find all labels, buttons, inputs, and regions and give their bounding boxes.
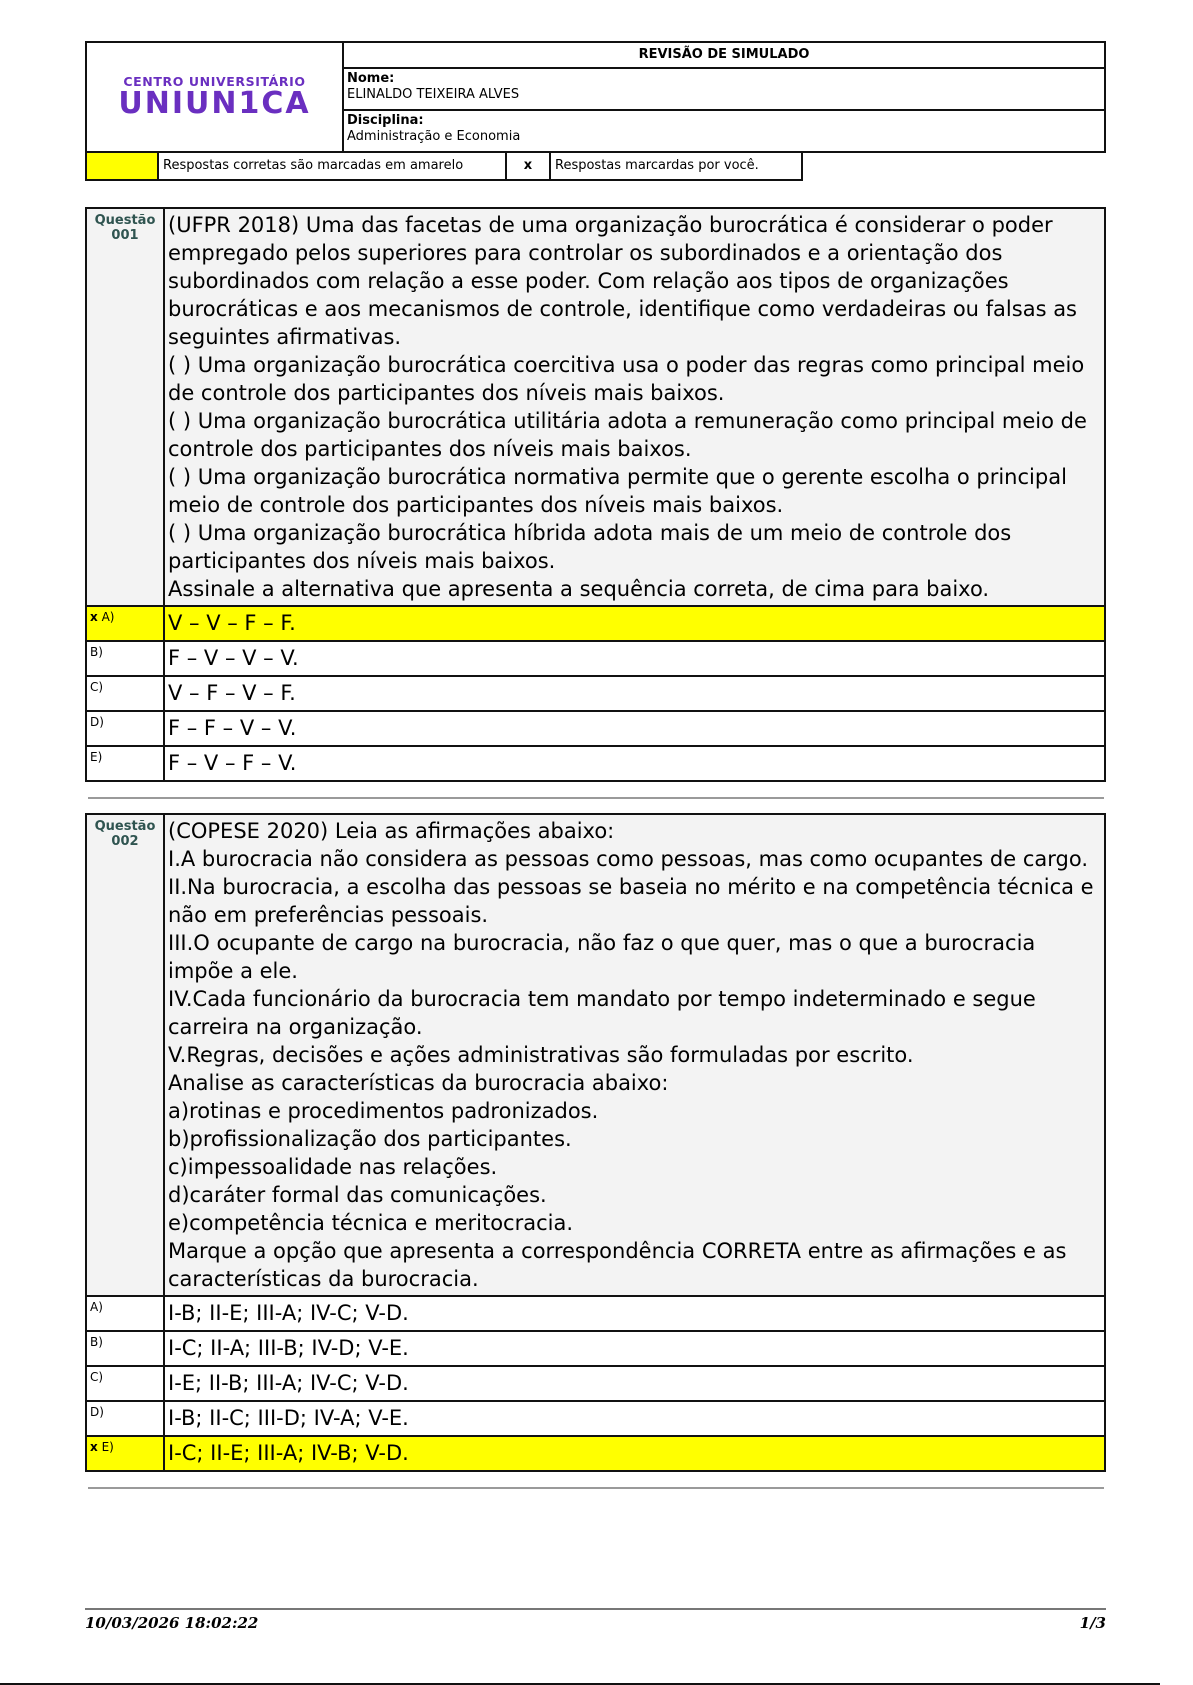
option-letter-text: B) [90,1335,103,1349]
option-a[interactable] [87,605,1104,640]
stem-paragraph: I.A burocracia não considera as pessoas como pessoas, mas como ocupantes de cargo. [168,847,1089,871]
stem-paragraph: ( ) Uma organização burocrática utilitária adota a remuneração como principal meio de controle dos participantes dos níveis mais baixos. [168,409,1087,461]
institution-logo [87,43,344,151]
option-c[interactable] [87,1365,1104,1400]
logo-subtitle: CENTRO UNIVERSITÁRIO [123,74,306,89]
stem-paragraph: ( ) Uma organização burocrática coercitiva usa o poder das regras como principal meio de controle dos participantes dos níveis mais baixos. [168,353,1085,405]
option-c[interactable] [87,675,1104,710]
option-d[interactable] [87,1400,1104,1435]
option-text: F – F – V – V. [168,716,297,740]
option-letter [87,1297,165,1330]
option-letter [87,1332,165,1365]
stem-paragraph: (UFPR 2018) Uma das facetas de uma organização burocrática é considerar o poder empregado pelos superiores para controlar os subordinados e a orientação dos subordinados com relação a esse poder. Com relação aos tipos de organizações burocráticas e aos mecanismos de controle, identifique como verdadeiras ou falsas as seguintes afirmativas. [168,213,1077,349]
stem-paragraph: d)caráter formal das comunicações. [168,1183,547,1207]
question-number [87,815,165,1295]
option-letter-text: E) [90,750,103,764]
stem-paragraph: e)competência técnica e meritocracia. [168,1211,574,1235]
option-letter-text: C) [90,1370,104,1384]
option-letter-text: D) [90,1405,104,1419]
option-b[interactable] [87,1330,1104,1365]
stem-paragraph: c)impessoalidade nas relações. [168,1155,498,1179]
option-letter [87,677,165,710]
option-text: V – F – V – F. [168,681,296,705]
logo-wordmark: UNIUN1CA [118,86,311,121]
marked-indicator: x [90,1440,98,1454]
footer-divider [85,1608,1106,1610]
print-timestamp: 10/03/2026 18:02:22 [85,1614,259,1632]
question-stem [87,815,1104,1295]
question-002 [85,813,1106,1472]
legend-correct-text: Respostas corretas são marcadas em amarelo [159,153,507,179]
option-letter [87,712,165,745]
page-number: 1/3 [1079,1614,1106,1632]
option-letter [87,1367,165,1400]
option-text: F – V – F – V. [168,751,297,775]
option-e[interactable] [87,1435,1104,1470]
name-value: ELINALDO TEIXEIRA ALVES [347,87,520,102]
stem-paragraph: IV.Cada funcionário da burocracia tem mandato por tempo indeterminado e segue carreira na organização. [168,987,1036,1039]
option-letter [87,642,165,675]
stem-paragraph: Analise as características da burocracia abaixo: [168,1071,669,1095]
legend-marked-symbol: x [507,153,551,179]
option-text: I-B; II-E; III-A; IV-C; V-D. [168,1301,409,1325]
stem-paragraph: b)profissionalização dos participantes. [168,1127,572,1151]
stem-paragraph: Assinale a alternativa que apresenta a sequência correta, de cima para baixo. [168,577,990,601]
student-name-field [344,69,1104,109]
stem-paragraph: Marque a opção que apresenta a correspondência CORRETA entre as afirmações e as características da burocracia. [168,1239,1067,1291]
header-info [344,43,1104,151]
option-letter [87,747,165,780]
option-b[interactable] [87,640,1104,675]
option-e[interactable] [87,745,1104,780]
answer-legend [85,153,803,181]
option-text: I-E; II-B; III-A; IV-C; V-D. [168,1371,409,1395]
option-letter-text: B) [90,645,103,659]
stem-paragraph: II.Na burocracia, a escolha das pessoas se baseia no mérito e na competência técnica e não em preferências pessoais. [168,875,1094,927]
option-a[interactable] [87,1295,1104,1330]
stem-paragraph: III.O ocupante de cargo na burocracia, não faz o que quer, mas o que a burocracia impõe a ele. [168,931,1036,983]
stem-paragraph: ( ) Uma organização burocrática normativa permite que o gerente escolha o principal meio de controle dos participantes dos níveis mais baixos. [168,465,1067,517]
correct-color-swatch [87,153,159,179]
option-letter [87,1402,165,1435]
option-letter-text: A) [90,1300,103,1314]
question-label: Questão [94,819,156,834]
question-text [165,815,1104,1295]
option-letter-text: E) [101,1440,114,1454]
option-letter [87,1437,165,1470]
question-001 [85,207,1106,782]
question-separator [88,797,1104,799]
question-stem [87,209,1104,605]
option-d[interactable] [87,710,1104,745]
stem-paragraph: ( ) Uma organização burocrática híbrida adota mais de um meio de controle dos participantes dos níveis mais baixos. [168,521,1012,573]
name-label: Nome: [347,71,395,86]
legend-marked-text: Respostas marcardas por você. [555,158,759,173]
option-text: I-B; II-C; III-D; IV-A; V-E. [168,1406,409,1430]
question-text [165,209,1104,605]
option-letter-text: A) [101,610,115,624]
stem-paragraph: (COPESE 2020) Leia as afirmações abaixo: [168,819,615,843]
option-letter [87,607,165,640]
marked-indicator: x [90,610,98,624]
question-number-value: 001 [111,228,139,243]
stem-paragraph: V.Regras, decisões e ações administrativas são formuladas por escrito. [168,1043,914,1067]
option-text: V – V – F – F. [168,611,296,635]
option-letter-text: D) [90,715,104,729]
question-number-value: 002 [111,834,139,849]
option-letter-text: C) [90,680,104,694]
option-text: I-C; II-E; III-A; IV-B; V-D. [168,1441,409,1465]
question-separator [88,1487,1104,1489]
discipline-value: Administração e Economia [347,129,521,144]
document-header [85,41,1106,153]
question-number [87,209,165,605]
discipline-field [344,109,1104,151]
option-text: F – V – V – V. [168,646,299,670]
page-title: REVISÃO DE SIMULADO [344,43,1104,69]
stem-paragraph: a)rotinas e procedimentos padronizados. [168,1099,599,1123]
question-label: Questão [94,213,156,228]
discipline-label: Disciplina: [347,113,424,128]
option-text: I-C; II-A; III-B; IV-D; V-E. [168,1336,409,1360]
page-footer [85,1614,1106,1632]
